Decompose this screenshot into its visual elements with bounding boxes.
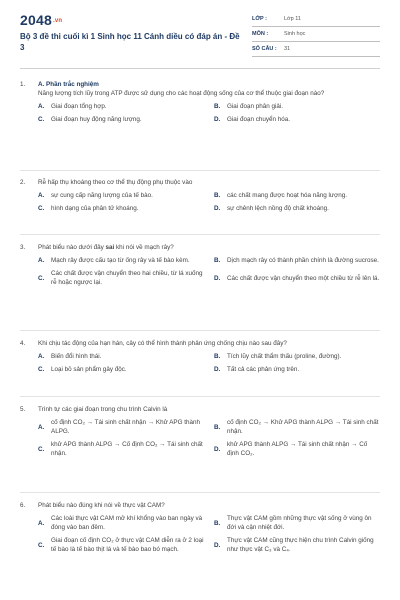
option-letter: C. xyxy=(38,274,45,282)
option-text: Biến đổi hình thái. xyxy=(51,353,102,360)
question-text: Trình tự các giai đoạn trong chu trình Calvin là xyxy=(38,406,168,413)
option-text: Thực vật CAM cũng thực hiện chu trình Calvin giống như thực vật C₃ và C₄. xyxy=(227,537,374,553)
answer-option-c[interactable] xyxy=(38,115,204,124)
answer-option-d[interactable] xyxy=(214,365,380,374)
answer-option-c[interactable] xyxy=(38,536,204,554)
answer-option-c[interactable] xyxy=(38,269,204,287)
meta-value: Sinh học xyxy=(284,31,306,37)
answer-option-c[interactable] xyxy=(38,204,204,213)
option-letter: D. xyxy=(214,445,221,453)
question-text: Năng lượng tích lũy trong ATP được sử dụng cho các hoạt động sống của cơ thể thuộc giai đoạn nào? xyxy=(38,90,325,97)
question-divider xyxy=(20,396,380,397)
option-letter: C. xyxy=(38,541,45,549)
answer-option-b[interactable] xyxy=(214,514,380,532)
option-text: Loại bỏ sản phẩm gây độc. xyxy=(51,366,127,373)
option-letter: D. xyxy=(214,116,221,123)
answer-option-d[interactable] xyxy=(214,115,380,124)
option-letter: C. xyxy=(38,116,45,123)
option-text: Mạch rây được cấu tạo từ ống rây và tế bào kèm. xyxy=(51,257,190,264)
question-text xyxy=(38,243,380,252)
meta-row-count xyxy=(252,42,380,57)
answer-option-a[interactable] xyxy=(38,418,204,436)
option-letter: D. xyxy=(214,541,221,549)
option-text: Giai đoạn chuyển hóa. xyxy=(227,116,291,123)
answer-option-b[interactable] xyxy=(214,418,380,436)
option-letter: C. xyxy=(38,205,45,212)
option-letter: B. xyxy=(214,192,221,199)
document-meta xyxy=(252,12,380,57)
answer-option-d[interactable] xyxy=(214,269,380,287)
option-text: khử APG thành ALPG → Cố định CO₂ → Tái sinh chất nhận. xyxy=(51,441,203,457)
answer-option-b[interactable] xyxy=(214,191,380,200)
meta-value: Lớp 11 xyxy=(284,16,301,22)
question-number: 5. xyxy=(20,406,26,413)
logo-suffix: .vn xyxy=(52,18,63,25)
option-letter: D. xyxy=(214,205,221,212)
option-letter: A. xyxy=(38,519,45,527)
answer-option-c[interactable] xyxy=(38,365,204,374)
answer-option-d[interactable] xyxy=(214,536,380,554)
answer-option-b[interactable] xyxy=(214,256,380,265)
header-divider xyxy=(20,68,380,69)
question-3 xyxy=(20,243,380,287)
answer-option-a[interactable] xyxy=(38,102,204,111)
option-text: Các chất được vận chuyển theo một chiều từ rễ lên lá. xyxy=(227,274,380,282)
option-text: Tích lũy chất thẩm thấu (proline, đường). xyxy=(227,353,342,360)
question-4 xyxy=(20,339,380,374)
answer-option-c[interactable] xyxy=(38,440,204,458)
question-divider xyxy=(20,170,380,171)
site-logo[interactable] xyxy=(20,12,62,28)
meta-label: SỐ CÂU : xyxy=(252,46,277,52)
answer-option-a[interactable] xyxy=(38,191,204,200)
answer-option-b[interactable] xyxy=(214,102,380,111)
answer-option-a[interactable] xyxy=(38,256,204,265)
option-letter: A. xyxy=(38,257,45,264)
answer-option-b[interactable] xyxy=(214,352,380,361)
option-letter: B. xyxy=(214,519,221,527)
option-text: khử APG thành ALPG → Tái sinh chất nhận → Cố định CO₂. xyxy=(227,441,368,457)
question-1 xyxy=(20,80,380,124)
answer-option-d[interactable] xyxy=(214,440,380,458)
option-text: hình dạng của phân tử khoáng. xyxy=(51,205,139,212)
answer-option-a[interactable] xyxy=(38,352,204,361)
question-5 xyxy=(20,405,380,458)
question-text-part: khi nói về mạch rây? xyxy=(114,244,174,251)
logo-brand: 2048 xyxy=(20,12,52,28)
option-letter: C. xyxy=(38,445,45,453)
option-text: Các loài thực vật CAM mở khí khổng vào ban ngày và đóng vào ban đêm. xyxy=(51,515,203,531)
option-text: Giai đoạn cố định CO₂ ở thực vật CAM diễn ra ở 2 loại tế bào là tế bào thịt lá và tế bào bao bó mạch. xyxy=(51,537,204,553)
document-title: Bộ 3 đề thi cuối kì 1 Sinh học 11 Cánh diều có đáp án - Đề 3 xyxy=(20,32,240,52)
option-letter: B. xyxy=(214,103,221,110)
question-2 xyxy=(20,178,380,213)
answer-option-a[interactable] xyxy=(38,514,204,532)
question-divider xyxy=(20,492,380,493)
option-text: sự cung cấp năng lượng của tế bào. xyxy=(51,192,153,199)
option-letter: D. xyxy=(214,366,221,373)
meta-value: 31 xyxy=(284,46,291,52)
option-letter: A. xyxy=(38,103,45,110)
question-number: 3. xyxy=(20,244,26,251)
option-letter: B. xyxy=(214,423,221,431)
question-text: Phát biểu nào đúng khi nói về thực vật CAM? xyxy=(38,502,165,509)
meta-row-subject xyxy=(252,27,380,42)
option-text: Tất cả các phản ứng trên. xyxy=(227,366,300,373)
meta-label: MÔN : xyxy=(252,31,269,37)
question-text: Khi chịu tác động của hạn hán, cây có thể hình thành phản ứng chống chịu nào sau đây? xyxy=(38,340,287,347)
option-letter: A. xyxy=(38,192,45,199)
section-label: A. Phần trắc nghiệm xyxy=(38,81,99,88)
option-text: Giai đoạn huy động năng lượng. xyxy=(51,116,142,123)
option-text: các chất mang được hoạt hóa năng lượng. xyxy=(227,192,347,199)
option-letter: C. xyxy=(38,366,45,373)
option-text: sự chênh lệch nồng độ chất khoáng. xyxy=(227,205,329,212)
option-text: cố định CO₂ → Tái sinh chất nhận → Khử APG thành ALPG. xyxy=(51,419,201,435)
question-emphasis: sai xyxy=(105,244,115,251)
question-number: 2. xyxy=(20,179,26,186)
question-number: 4. xyxy=(20,340,26,347)
option-text: cố định CO₂ → Khử APG thành ALPG → Tái sinh chất nhận. xyxy=(227,419,379,435)
option-letter: A. xyxy=(38,423,45,431)
option-text: Thực vật CAM gồm những thực vật sống ở vùng ôn đới và cận nhiệt đới. xyxy=(227,515,372,531)
option-letter: A. xyxy=(38,353,45,360)
question-number: 1. xyxy=(20,81,26,88)
option-text: Dịch mạch rây có thành phần chính là đường sucrose. xyxy=(227,257,379,264)
question-text: Rễ hấp thụ khoáng theo cơ thể thụ động phụ thuộc vào xyxy=(38,179,193,186)
option-letter: B. xyxy=(214,353,221,360)
option-text: Giai đoạn phân giải. xyxy=(227,103,284,110)
question-text-part: Phát biểu nào dưới đây xyxy=(38,244,106,251)
question-6 xyxy=(20,501,380,554)
meta-label: LỚP : xyxy=(252,16,267,22)
question-number: 6. xyxy=(20,502,26,509)
question-divider xyxy=(20,330,380,331)
option-letter: B. xyxy=(214,257,221,264)
option-text: Giai đoạn tổng hợp. xyxy=(51,103,107,110)
option-text: Các chất được vận chuyển theo hai chiều, từ lá xuống rễ hoặc ngược lại. xyxy=(51,270,203,286)
option-letter: D. xyxy=(214,274,221,282)
question-divider xyxy=(20,234,380,235)
meta-row-class xyxy=(252,12,380,27)
answer-option-d[interactable] xyxy=(214,204,380,213)
